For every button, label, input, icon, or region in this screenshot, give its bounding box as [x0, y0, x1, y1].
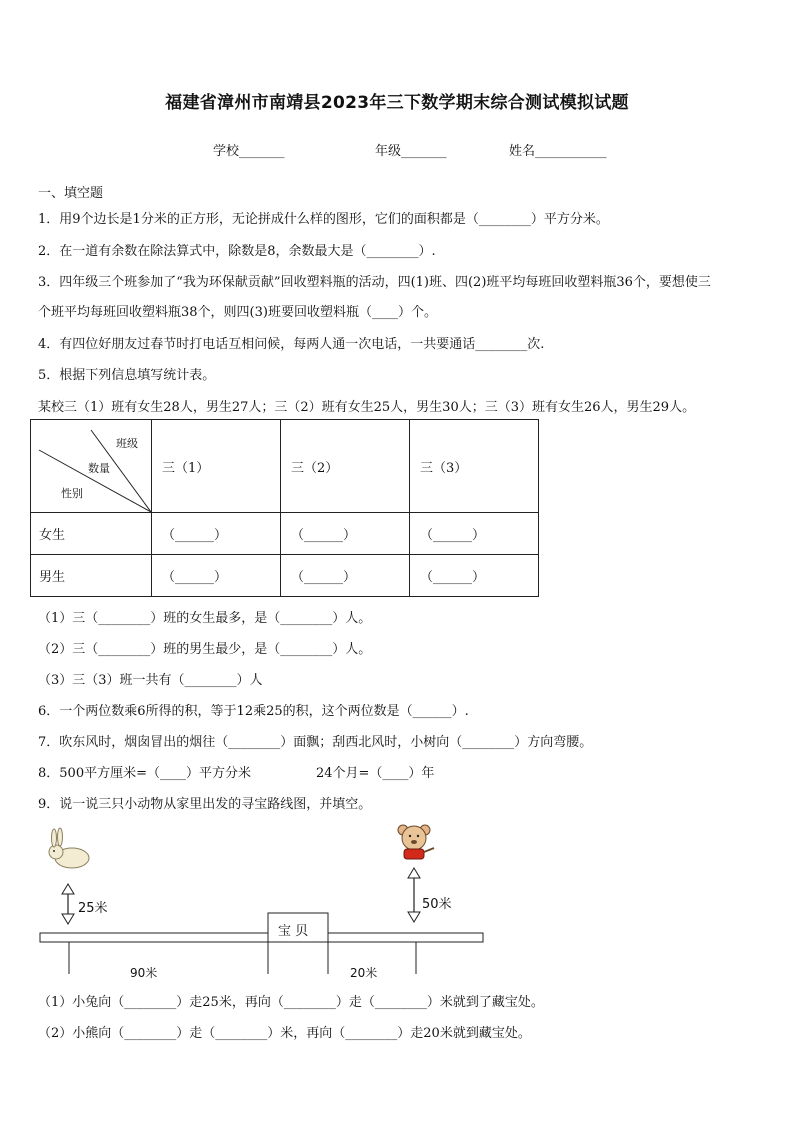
- question-5-sub-2: （2）三（________）班的男生最少，是（________）人。: [38, 642, 372, 657]
- distance-50-label: 50米: [422, 897, 452, 912]
- question-8a: 8．500平方厘米=（____）平方分米: [38, 766, 251, 781]
- question-2: 2．在一道有余数在除法算式中，除数是8，余数最大是（________）.: [38, 244, 436, 259]
- question-9-sub-2: （2）小熊向（________）走（________）米，再向（________）走20米就到藏宝处。: [38, 1026, 531, 1041]
- question-7: 7．吹东风时，烟囱冒出的烟往（________）面飘；刮西北风时，小树向（________）方向弯腰。: [38, 735, 593, 750]
- name-field[interactable]: 姓名___________: [509, 144, 607, 159]
- header-count-label: 数量: [88, 462, 110, 475]
- treasure-label: 宝 贝: [278, 924, 309, 939]
- question-5-info: 某校三（1）班有女生28人，男生27人；三（2）班有女生25人，男生30人；三（3）班有女生26人，男生29人。: [38, 400, 696, 415]
- column-header: 三（3）: [410, 420, 539, 513]
- rabbit-icon: [49, 828, 89, 868]
- distance-90-label: 90米: [130, 966, 158, 980]
- question-5: 5．根据下列信息填写统计表。: [38, 368, 216, 383]
- answer-cell[interactable]: （______）: [152, 513, 281, 555]
- school-field[interactable]: 学校_______: [213, 144, 285, 159]
- answer-cell[interactable]: （______）: [152, 555, 281, 597]
- column-header: 三（2）: [281, 420, 410, 513]
- question-4: 4．有四位好朋友过春节时打电话互相问候，每两人通一次电话，一共要通话________次.: [38, 337, 545, 352]
- bear-icon: [398, 825, 434, 859]
- answer-cell[interactable]: （______）: [281, 513, 410, 555]
- question-8b: 24个月=（____）年: [316, 766, 435, 781]
- column-header: 三（1）: [152, 420, 281, 513]
- question-3-line-2: 个班平均每班回收塑料瓶38个，则四(3)班要回收塑料瓶（____）个。: [38, 305, 437, 320]
- question-3-line-1: 3．四年级三个班参加了“我为环保献贡献”回收塑料瓶的活动，四(1)班、四(2)班平均每班回收塑料瓶36个，要想使三: [38, 275, 711, 290]
- page-title: 福建省漳州市南靖县2023年三下数学期末综合测试模拟试题: [165, 93, 629, 113]
- row-label: 男生: [31, 555, 152, 597]
- answer-cell[interactable]: （______）: [281, 555, 410, 597]
- row-label: 女生: [31, 513, 152, 555]
- question-1: 1．用9个边长是1分米的正方形，无论拼成什么样的图形，它们的面积都是（________）平方分米。: [38, 212, 609, 227]
- table-header-cell: [31, 420, 152, 513]
- section-heading: 一、填空题: [38, 186, 104, 201]
- statistics-table: [30, 419, 539, 597]
- header-class-label: 班级: [116, 437, 138, 450]
- question-5-sub-1: （1）三（________）班的女生最多，是（________）人。: [38, 611, 372, 626]
- answer-cell[interactable]: （______）: [410, 513, 539, 555]
- distance-20-label: 20米: [350, 966, 378, 980]
- question-6: 6．一个两位数乘6所得的积，等于12乘25的积，这个两位数是（______）.: [38, 704, 469, 719]
- question-9-sub-1: （1）小兔向（________）走25米，再向（________）走（________）米就到了藏宝处。: [38, 995, 544, 1010]
- distance-25-label: 25米: [78, 901, 108, 916]
- treasure-map-diagram: [30, 820, 500, 990]
- question-5-sub-3: （3）三（3）班一共有（________）人: [38, 673, 263, 688]
- answer-cell[interactable]: （______）: [410, 555, 539, 597]
- grade-field[interactable]: 年级_______: [375, 144, 447, 159]
- question-9: 9．说一说三只小动物从家里出发的寻宝路线图，并填空。: [38, 797, 372, 812]
- road-bar: [40, 933, 483, 942]
- header-gender-label: 性别: [61, 487, 83, 500]
- arrow-50-icon: [408, 868, 420, 922]
- arrow-25-icon: [62, 884, 74, 924]
